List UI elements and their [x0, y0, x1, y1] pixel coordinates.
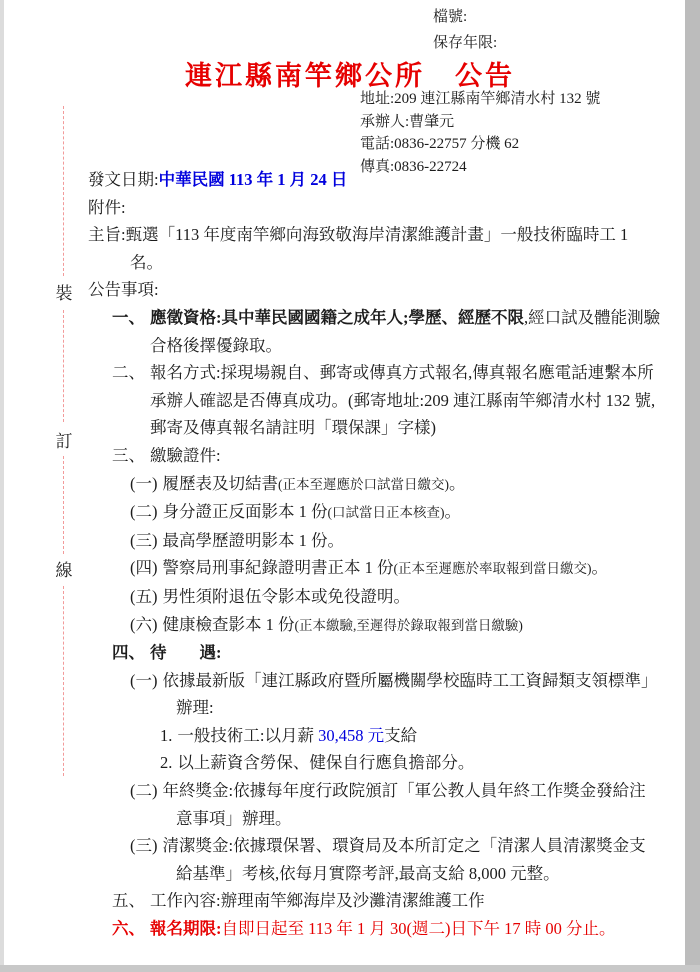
- item-4-sub-1-point-2: [160, 749, 662, 777]
- item-3-sub-4-text: 警察局刑事紀錄證明書正本 1 份: [162, 558, 394, 578]
- item-3-sub-6: [130, 611, 662, 640]
- item-3-sub-2: [130, 498, 662, 527]
- item-4-sub-1-point-2-number: 2.: [160, 753, 173, 773]
- issue-date-value: 中華民國 113 年 1 月 24 日: [158, 170, 348, 189]
- item-6: [112, 915, 662, 943]
- item-4-number: 四、: [112, 643, 145, 663]
- contact-officer: 承辦人:曹肇元: [360, 113, 455, 130]
- subject-line: [88, 221, 662, 276]
- item-3-sub-2-note: (口試當日正本核查): [327, 505, 445, 521]
- salary-text-post: 支給: [384, 725, 418, 745]
- item-4-sub-2-number: (二): [130, 781, 158, 801]
- retention-period-label: 保存年限:: [433, 35, 498, 51]
- subject-label: 主旨:: [88, 225, 126, 245]
- item-5-number: 五、: [112, 891, 145, 911]
- item-2-number: 二、: [112, 363, 145, 383]
- item-3-sub-6-note: (正本繳驗,至遲得於錄取報到當日繳驗): [294, 617, 523, 633]
- item-1-bold-text: 應徵資格:具中華民國國籍之成年人;學歷、經歷不限: [150, 307, 524, 327]
- item-4-sub-1: [130, 667, 662, 722]
- item-5-text: 工作內容:辦理南竿鄉海岸及沙灘清潔維護工作: [150, 891, 485, 911]
- item-4-sub-1-point-1: [160, 722, 662, 750]
- item-6-bold-label: 報名期限:: [150, 919, 222, 939]
- binding-line-segment-3: [63, 456, 64, 554]
- salary-amount: 30,458 元: [318, 725, 385, 745]
- page-edge-left: [0, 0, 4, 972]
- item-4-sub-1-point-1-number: 1.: [160, 725, 173, 745]
- page-edge-right: [685, 0, 700, 972]
- item-3-sub-4-number: (四): [130, 558, 158, 578]
- item-4-sub-3-text: 清潔獎金:依據環保署、環資局及本所訂定之「清潔人員清潔獎金支給基準」考核,依每月實際考評,最高支給 8,000 元整。: [162, 836, 646, 883]
- binding-line-segment-2: [63, 310, 64, 422]
- item-3-sub-6-number: (六): [130, 614, 158, 634]
- item-3-sub-1-number: (一): [130, 473, 158, 493]
- item-3: [112, 442, 662, 470]
- contact-fax: 傳真:0836-22724: [360, 158, 467, 175]
- page-edge-bottom: [0, 965, 700, 972]
- item-3-sub-5-number: (五): [130, 586, 158, 606]
- section-heading: 公告事項:: [88, 280, 159, 300]
- item-2-text: 報名方式:採現場親自、郵寄或傳真方式報名,傳真報名應電話連繫本所承辦人確認是否傳真成功。(郵寄地址:209 連江縣南竿鄉清水村 132 號,郵寄及傳真報名請註明「環保課」字樣): [150, 363, 656, 438]
- item-3-sub-4-note: (正本至遲應於率取報到當日繳交): [393, 561, 592, 577]
- binding-char-ding: 訂: [55, 432, 73, 451]
- item-6-number: 六、: [112, 919, 145, 939]
- item-4-sub-3-number: (三): [130, 836, 158, 856]
- item-1: [112, 304, 662, 359]
- binding-line-segment-1: [63, 106, 64, 276]
- item-4: [112, 639, 662, 667]
- binding-char-zhuang: 裝: [55, 284, 73, 303]
- item-3-sub-2-number: (二): [130, 502, 158, 522]
- contact-block: [360, 88, 600, 178]
- item-3-sub-2-text: 身分證正反面影本 1 份: [162, 502, 328, 522]
- issue-date-line: [88, 166, 662, 194]
- item-3-sub-4-tail: 。: [591, 558, 608, 578]
- attachment-line: 附件:: [88, 197, 126, 217]
- item-3-number: 三、: [112, 445, 145, 465]
- item-3-text: 繳驗證件:: [150, 445, 221, 465]
- item-4-sub-1-point-2-text: 以上薪資含勞保、健保自行應負擔部分。: [177, 753, 475, 773]
- item-6-deadline-text: 自即日起至 113 年 1 月 30(週二)日下午 17 時 00 分止。: [221, 919, 616, 939]
- document-body: [88, 166, 662, 943]
- item-3-sub-4: [130, 554, 662, 583]
- item-3-sub-1-tail: 。: [449, 473, 466, 493]
- subject-text: 甄選「113 年度南竿鄉向海致敬海岸清潔維護計畫」一般技術臨時工 1 名。: [125, 225, 629, 272]
- contact-phone: 電話:0836-22757 分機 62: [360, 136, 520, 152]
- item-3-sub-1-note: (正本至遲應於口試當日繳交): [278, 476, 449, 492]
- item-4-heading: 待 遇:: [150, 643, 222, 663]
- item-3-sub-3-number: (三): [130, 530, 158, 550]
- item-5: [112, 887, 662, 915]
- contact-address: 地址:209 連江縣南竿鄉清水村 132 號: [360, 91, 601, 107]
- item-2: [112, 359, 662, 442]
- binding-char-xian: 線: [55, 561, 73, 580]
- item-3-sub-3: [130, 527, 662, 555]
- salary-text-pre: 一般技術工:以月薪: [177, 725, 319, 745]
- item-3-sub-1-text: 履歷表及切結書: [162, 473, 278, 493]
- announcement-title: 連江縣南竿鄉公所 公告: [185, 61, 515, 91]
- item-1-rest-text: ,經口試及體能測驗合格後擇優錄取。: [150, 307, 661, 355]
- file-meta: [433, 4, 497, 56]
- item-4-sub-2: [130, 777, 662, 832]
- item-3-sub-3-text: 最高學歷證明影本 1 份。: [162, 530, 344, 550]
- item-4-sub-1-text: 依據最新版「連江縣政府暨所屬機關學校臨時工工資歸類支領標準」辦理:: [162, 670, 658, 718]
- binding-line-segment-4: [63, 586, 64, 776]
- file-number-label: 檔號:: [433, 9, 468, 25]
- item-3-sub-5-text: 男性須附退伍令影本或免役證明。: [162, 586, 410, 606]
- item-4-sub-1-number: (一): [130, 670, 158, 690]
- item-3-sub-1: [130, 470, 662, 499]
- item-1-number: 一、: [112, 307, 145, 327]
- item-3-sub-6-text: 健康檢查影本 1 份: [162, 614, 295, 634]
- item-3-sub-5: [130, 583, 662, 611]
- item-4-sub-3: [130, 832, 662, 887]
- item-4-sub-2-text: 年終獎金:依據每年度行政院頒訂「軍公教人員年終工作獎金發給注意事項」辦理。: [162, 781, 646, 828]
- item-3-sub-2-tail: 。: [444, 502, 461, 522]
- issue-date-label: 發文日期:: [88, 170, 159, 189]
